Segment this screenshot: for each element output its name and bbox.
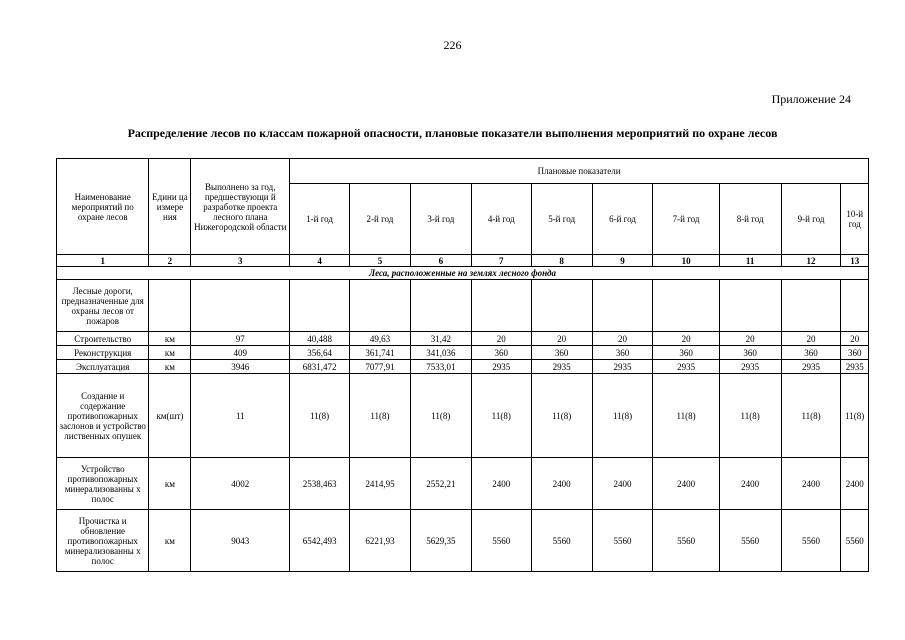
row-year-value: 2400 (781, 458, 841, 510)
row-year-value: 341,036 (410, 346, 471, 360)
row-year-value: 2400 (841, 458, 869, 510)
row-year-value: 7077,91 (350, 360, 411, 374)
table-row (57, 510, 869, 572)
header-year: 9-й год (781, 184, 841, 255)
row-unit: км (149, 332, 191, 346)
header-year: 1-й год (290, 184, 350, 255)
row-year-value: 6542,493 (290, 510, 350, 572)
row-year-value: 20 (841, 332, 869, 346)
column-number: 13 (841, 255, 869, 267)
row-year-value: 2935 (531, 360, 592, 374)
row-year-value: 11(8) (719, 374, 781, 458)
row-year-value (781, 280, 841, 332)
header-year: 3-й год (410, 184, 471, 255)
row-year-value: 360 (841, 346, 869, 360)
row-year-value: 49,63 (350, 332, 411, 346)
header-year: 4-й год (471, 184, 531, 255)
row-done-value: 3946 (191, 360, 290, 374)
row-year-value: 20 (471, 332, 531, 346)
row-year-value (350, 280, 411, 332)
row-year-value (290, 280, 350, 332)
row-year-value: 6221,93 (350, 510, 411, 572)
row-unit (149, 280, 191, 332)
row-year-value: 20 (781, 332, 841, 346)
column-number: 10 (653, 255, 719, 267)
row-year-value (471, 280, 531, 332)
column-number: 5 (350, 255, 411, 267)
column-number: 2 (149, 255, 191, 267)
row-year-value: 2935 (653, 360, 719, 374)
row-year-value: 2935 (781, 360, 841, 374)
row-year-value: 7533,01 (410, 360, 471, 374)
row-done-value: 9043 (191, 510, 290, 572)
header-name: Наименование мероприятий по охране лесов (57, 159, 149, 255)
row-year-value: 360 (781, 346, 841, 360)
header-unit: Едини ца измере ния (149, 159, 191, 255)
row-done-value: 97 (191, 332, 290, 346)
row-unit: км (149, 510, 191, 572)
row-year-value: 360 (653, 346, 719, 360)
row-year-value: 20 (719, 332, 781, 346)
row-year-value (592, 280, 653, 332)
row-year-value: 20 (653, 332, 719, 346)
row-unit: км (149, 360, 191, 374)
row-year-value: 5629,35 (410, 510, 471, 572)
row-year-value: 360 (471, 346, 531, 360)
row-year-value (719, 280, 781, 332)
header-done: Выполнено за год, предшествующи й разработке проекта лесного плана Нижегородской области (191, 159, 290, 255)
appendix-label: Приложение 24 (771, 92, 851, 106)
row-year-value: 11(8) (781, 374, 841, 458)
header-planned: Плановые показатели (290, 159, 869, 184)
header-year: 10-й год (841, 184, 869, 255)
row-name: Реконструкция (57, 346, 149, 360)
row-year-value: 11(8) (841, 374, 869, 458)
table-row (57, 346, 869, 360)
row-year-value: 356,64 (290, 346, 350, 360)
row-unit: км(шт) (149, 374, 191, 458)
row-done-value: 409 (191, 346, 290, 360)
row-year-value: 11(8) (531, 374, 592, 458)
column-number: 6 (410, 255, 471, 267)
row-name: Лесные дороги, предназначенные для охраны лесов от пожаров (57, 280, 149, 332)
header-year: 5-й год (531, 184, 592, 255)
row-year-value: 11(8) (290, 374, 350, 458)
row-done-value (191, 280, 290, 332)
fire-protection-table (56, 158, 869, 572)
row-unit: км (149, 458, 191, 510)
page-number: 226 (443, 38, 462, 52)
row-year-value: 11(8) (350, 374, 411, 458)
row-year-value: 20 (592, 332, 653, 346)
row-unit: км (149, 346, 191, 360)
row-year-value: 11(8) (471, 374, 531, 458)
row-year-value: 2935 (471, 360, 531, 374)
row-year-value: 2538,463 (290, 458, 350, 510)
header-year: 2-й год (350, 184, 411, 255)
column-number: 3 (191, 255, 290, 267)
row-year-value: 2552,21 (410, 458, 471, 510)
row-year-value: 360 (592, 346, 653, 360)
row-year-value: 2414,95 (350, 458, 411, 510)
document-title: Распределение лесов по классам пожарной опасности, плановые показатели выполнения мероприятий по охране лесов (127, 126, 778, 140)
row-year-value: 5560 (841, 510, 869, 572)
row-year-value: 11(8) (410, 374, 471, 458)
column-number: 1 (57, 255, 149, 267)
row-year-value: 2400 (653, 458, 719, 510)
row-year-value: 40,488 (290, 332, 350, 346)
row-year-value: 2935 (841, 360, 869, 374)
row-year-value: 2400 (592, 458, 653, 510)
row-year-value: 5560 (471, 510, 531, 572)
row-year-value: 11(8) (592, 374, 653, 458)
section-row (57, 267, 869, 280)
header-row-1 (57, 159, 869, 184)
row-done-value: 11 (191, 374, 290, 458)
row-year-value: 2400 (719, 458, 781, 510)
row-name: Создание и содержание противопожарных заслонов и устройство лиственных опушек (57, 374, 149, 458)
column-number: 9 (592, 255, 653, 267)
table-row (57, 374, 869, 458)
row-name: Прочистка и обновление противопожарных минерализованны х полос (57, 510, 149, 572)
table-row (57, 332, 869, 346)
column-number: 11 (719, 255, 781, 267)
row-year-value: 5560 (531, 510, 592, 572)
row-year-value (653, 280, 719, 332)
table-row (57, 280, 869, 332)
row-year-value: 5560 (719, 510, 781, 572)
column-number: 12 (781, 255, 841, 267)
column-number: 4 (290, 255, 350, 267)
row-year-value: 2935 (719, 360, 781, 374)
row-year-value: 2935 (592, 360, 653, 374)
row-year-value: 11(8) (653, 374, 719, 458)
column-number: 7 (471, 255, 531, 267)
header-year: 7-й год (653, 184, 719, 255)
row-year-value: 5560 (653, 510, 719, 572)
table-row (57, 360, 869, 374)
header-year: 8-й год (719, 184, 781, 255)
header-year: 6-й год (592, 184, 653, 255)
column-number: 8 (531, 255, 592, 267)
row-year-value: 360 (531, 346, 592, 360)
row-year-value: 31,42 (410, 332, 471, 346)
row-year-value (410, 280, 471, 332)
row-year-value: 5560 (781, 510, 841, 572)
row-year-value: 2400 (471, 458, 531, 510)
row-year-value (531, 280, 592, 332)
row-year-value: 361,741 (350, 346, 411, 360)
row-year-value: 360 (719, 346, 781, 360)
row-year-value: 20 (531, 332, 592, 346)
row-name: Эксплуатация (57, 360, 149, 374)
row-year-value: 6831,472 (290, 360, 350, 374)
table-row (57, 458, 869, 510)
row-year-value: 5560 (592, 510, 653, 572)
row-year-value (841, 280, 869, 332)
row-name: Строительство (57, 332, 149, 346)
row-name: Устройство противопожарных минерализованны х полос (57, 458, 149, 510)
section-title: Леса, расположенные на землях лесного фонда (57, 267, 869, 280)
column-number-row (57, 255, 869, 267)
row-done-value: 4002 (191, 458, 290, 510)
row-year-value: 2400 (531, 458, 592, 510)
